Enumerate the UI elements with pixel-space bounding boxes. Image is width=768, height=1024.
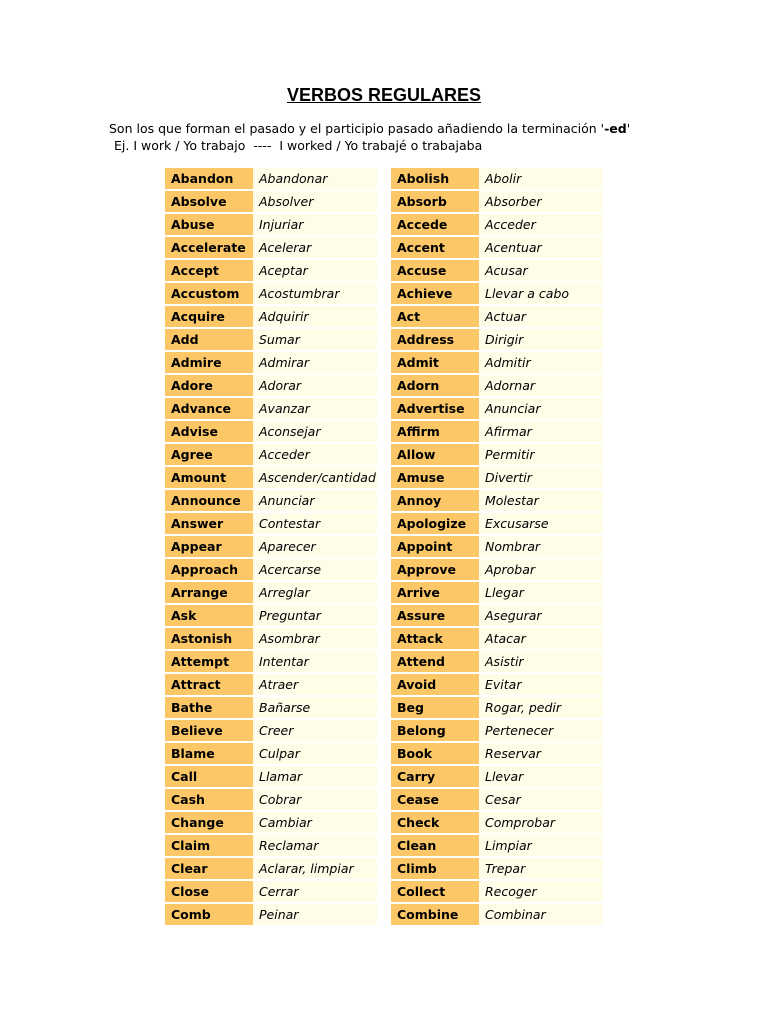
english-verb: Approve	[391, 559, 479, 580]
spanish-translation: Aceptar	[253, 260, 377, 281]
verb-row	[391, 352, 603, 373]
verb-row	[391, 214, 603, 235]
spanish-translation: Acceder	[479, 214, 603, 235]
spanish-translation: Nombrar	[479, 536, 603, 557]
spanish-translation: Admirar	[253, 352, 377, 373]
verb-row	[165, 375, 377, 396]
english-verb: Astonish	[165, 628, 253, 649]
spanish-translation: Recoger	[479, 881, 603, 902]
verb-row	[165, 743, 377, 764]
verb-row	[165, 398, 377, 419]
spanish-translation: Atraer	[253, 674, 377, 695]
verb-row	[165, 881, 377, 902]
english-verb: Arrange	[165, 582, 253, 603]
english-verb: Clean	[391, 835, 479, 856]
verb-row	[391, 743, 603, 764]
spanish-translation: Arreglar	[253, 582, 377, 603]
english-verb: Advance	[165, 398, 253, 419]
verb-row	[391, 651, 603, 672]
spanish-translation: Creer	[253, 720, 377, 741]
spanish-translation: Absolver	[253, 191, 377, 212]
verb-row	[165, 237, 377, 258]
verb-row	[165, 513, 377, 534]
spanish-translation: Absorber	[479, 191, 603, 212]
spanish-translation: Acelerar	[253, 237, 377, 258]
spanish-translation: Acercarse	[253, 559, 377, 580]
english-verb: Adore	[165, 375, 253, 396]
spanish-translation: Evitar	[479, 674, 603, 695]
spanish-translation: Cambiar	[253, 812, 377, 833]
verb-row	[165, 697, 377, 718]
english-verb: Achieve	[391, 283, 479, 304]
verb-row	[165, 329, 377, 350]
english-verb: Affirm	[391, 421, 479, 442]
spanish-translation: Aprobar	[479, 559, 603, 580]
verb-row	[165, 352, 377, 373]
verb-row	[165, 467, 377, 488]
verb-row	[165, 789, 377, 810]
english-verb: Approach	[165, 559, 253, 580]
english-verb: Agree	[165, 444, 253, 465]
verb-row	[391, 490, 603, 511]
english-verb: Climb	[391, 858, 479, 879]
spanish-translation: Excusarse	[479, 513, 603, 534]
spanish-translation: Anunciar	[253, 490, 377, 511]
spanish-translation: Admitir	[479, 352, 603, 373]
english-verb: Beg	[391, 697, 479, 718]
english-verb: Admire	[165, 352, 253, 373]
spanish-translation: Adorar	[253, 375, 377, 396]
spanish-translation: Aparecer	[253, 536, 377, 557]
spanish-translation: Asombrar	[253, 628, 377, 649]
spanish-translation: Cesar	[479, 789, 603, 810]
english-verb: Abandon	[165, 168, 253, 189]
spanish-translation: Anunciar	[479, 398, 603, 419]
english-verb: Cease	[391, 789, 479, 810]
spanish-translation: Atacar	[479, 628, 603, 649]
english-verb: Appoint	[391, 536, 479, 557]
intro-line-1: Son los que forman el pasado y el participio pasado añadiendo la terminación '-ed'	[109, 121, 631, 136]
spanish-translation: Avanzar	[253, 398, 377, 419]
english-verb: Combine	[391, 904, 479, 925]
english-verb: Clear	[165, 858, 253, 879]
verb-row	[391, 720, 603, 741]
english-verb: Attempt	[165, 651, 253, 672]
english-verb: Amuse	[391, 467, 479, 488]
spanish-translation: Reclamar	[253, 835, 377, 856]
verb-row	[391, 375, 603, 396]
english-verb: Close	[165, 881, 253, 902]
spanish-translation: Molestar	[479, 490, 603, 511]
verb-row	[391, 605, 603, 626]
verb-row	[391, 329, 603, 350]
spanish-translation: Bañarse	[253, 697, 377, 718]
spanish-translation: Permitir	[479, 444, 603, 465]
english-verb: Admit	[391, 352, 479, 373]
english-verb: Add	[165, 329, 253, 350]
english-verb: Arrive	[391, 582, 479, 603]
english-verb: Accustom	[165, 283, 253, 304]
english-verb: Abolish	[391, 168, 479, 189]
english-verb: Assure	[391, 605, 479, 626]
english-verb: Appear	[165, 536, 253, 557]
spanish-translation: Cerrar	[253, 881, 377, 902]
spanish-translation: Peinar	[253, 904, 377, 925]
verb-row	[391, 697, 603, 718]
verb-row	[165, 812, 377, 833]
english-verb: Adorn	[391, 375, 479, 396]
verb-row	[165, 490, 377, 511]
spanish-translation: Trepar	[479, 858, 603, 879]
verb-row	[391, 582, 603, 603]
verb-row	[391, 881, 603, 902]
spanish-translation: Asistir	[479, 651, 603, 672]
spanish-translation: Afirmar	[479, 421, 603, 442]
verb-row	[391, 237, 603, 258]
spanish-translation: Acostumbrar	[253, 283, 377, 304]
english-verb: Check	[391, 812, 479, 833]
spanish-translation: Injuriar	[253, 214, 377, 235]
english-verb: Amount	[165, 467, 253, 488]
ed-suffix: -ed	[604, 121, 627, 136]
verb-table-left	[165, 166, 377, 927]
english-verb: Allow	[391, 444, 479, 465]
english-verb: Blame	[165, 743, 253, 764]
english-verb: Cash	[165, 789, 253, 810]
spanish-translation: Ascender/cantidad	[253, 467, 377, 488]
verb-row	[165, 444, 377, 465]
verb-row	[391, 513, 603, 534]
verb-row	[391, 628, 603, 649]
english-verb: Advertise	[391, 398, 479, 419]
spanish-translation: Culpar	[253, 743, 377, 764]
verb-row	[391, 858, 603, 879]
english-verb: Accede	[391, 214, 479, 235]
spanish-translation: Acusar	[479, 260, 603, 281]
verb-row	[165, 421, 377, 442]
english-verb: Accent	[391, 237, 479, 258]
verb-row	[165, 260, 377, 281]
verb-row	[391, 168, 603, 189]
english-verb: Belong	[391, 720, 479, 741]
english-verb: Absolve	[165, 191, 253, 212]
english-verb: Abuse	[165, 214, 253, 235]
spanish-translation: Acentuar	[479, 237, 603, 258]
spanish-translation: Actuar	[479, 306, 603, 327]
verb-row	[391, 789, 603, 810]
verb-row	[165, 674, 377, 695]
intro-example-line: Ej. I work / Yo trabajo ---- I worked / Yo trabajé o trabajaba	[114, 138, 483, 153]
verb-row	[165, 191, 377, 212]
verb-row	[391, 398, 603, 419]
english-verb: Believe	[165, 720, 253, 741]
spanish-translation: Aclarar, limpiar	[253, 858, 377, 879]
verb-row	[165, 766, 377, 787]
english-verb: Call	[165, 766, 253, 787]
spanish-translation: Acceder	[253, 444, 377, 465]
spanish-translation: Adornar	[479, 375, 603, 396]
verb-row	[391, 306, 603, 327]
english-verb: Collect	[391, 881, 479, 902]
verb-row	[391, 536, 603, 557]
english-verb: Change	[165, 812, 253, 833]
verb-row	[391, 260, 603, 281]
page-title: VERBOS REGULARES	[286, 85, 482, 105]
spanish-translation: Pertenecer	[479, 720, 603, 741]
verb-row	[165, 536, 377, 557]
spanish-translation: Llevar	[479, 766, 603, 787]
spanish-translation: Adquirir	[253, 306, 377, 327]
spanish-translation: Limpiar	[479, 835, 603, 856]
english-verb: Claim	[165, 835, 253, 856]
verb-table-right	[391, 166, 603, 927]
english-verb: Act	[391, 306, 479, 327]
english-verb: Advise	[165, 421, 253, 442]
verb-row	[391, 674, 603, 695]
english-verb: Ask	[165, 605, 253, 626]
spanish-translation: Aconsejar	[253, 421, 377, 442]
spanish-translation: Abandonar	[253, 168, 377, 189]
verb-row	[165, 651, 377, 672]
spanish-translation: Asegurar	[479, 605, 603, 626]
english-verb: Annoy	[391, 490, 479, 511]
english-verb: Answer	[165, 513, 253, 534]
verb-row	[165, 628, 377, 649]
spanish-translation: Preguntar	[253, 605, 377, 626]
verb-row	[165, 306, 377, 327]
verb-row	[391, 559, 603, 580]
verb-row	[165, 835, 377, 856]
verb-row	[391, 835, 603, 856]
spanish-translation: Reservar	[479, 743, 603, 764]
verb-row	[165, 283, 377, 304]
spanish-translation: Dirigir	[479, 329, 603, 350]
english-verb: Book	[391, 743, 479, 764]
verb-row	[391, 904, 603, 925]
spanish-translation: Divertir	[479, 467, 603, 488]
verb-row	[165, 858, 377, 879]
english-verb: Avoid	[391, 674, 479, 695]
verb-row	[391, 766, 603, 787]
verb-row	[391, 467, 603, 488]
verb-row	[165, 582, 377, 603]
english-verb: Acquire	[165, 306, 253, 327]
spanish-translation: Cobrar	[253, 789, 377, 810]
verb-row	[165, 605, 377, 626]
verb-row	[165, 904, 377, 925]
english-verb: Accelerate	[165, 237, 253, 258]
english-verb: Apologize	[391, 513, 479, 534]
spanish-translation: Contestar	[253, 513, 377, 534]
spanish-translation: Abolir	[479, 168, 603, 189]
english-verb: Bathe	[165, 697, 253, 718]
spanish-translation: Llevar a cabo	[479, 283, 603, 304]
spanish-translation: Llegar	[479, 582, 603, 603]
english-verb: Address	[391, 329, 479, 350]
verb-row	[391, 421, 603, 442]
english-verb: Attend	[391, 651, 479, 672]
intro-text	[109, 120, 630, 154]
spanish-translation: Llamar	[253, 766, 377, 787]
verb-row	[165, 559, 377, 580]
spanish-translation: Sumar	[253, 329, 377, 350]
verb-row	[391, 812, 603, 833]
english-verb: Attract	[165, 674, 253, 695]
english-verb: Accuse	[391, 260, 479, 281]
english-verb: Accept	[165, 260, 253, 281]
spanish-translation: Combinar	[479, 904, 603, 925]
spanish-translation: Rogar, pedir	[479, 697, 603, 718]
spanish-translation: Intentar	[253, 651, 377, 672]
verb-row	[391, 444, 603, 465]
english-verb: Carry	[391, 766, 479, 787]
verb-row	[165, 720, 377, 741]
spanish-translation: Comprobar	[479, 812, 603, 833]
verb-row	[391, 191, 603, 212]
english-verb: Absorb	[391, 191, 479, 212]
verb-row	[165, 214, 377, 235]
english-verb: Announce	[165, 490, 253, 511]
english-verb: Attack	[391, 628, 479, 649]
english-verb: Comb	[165, 904, 253, 925]
verb-row	[391, 283, 603, 304]
verb-row	[165, 168, 377, 189]
